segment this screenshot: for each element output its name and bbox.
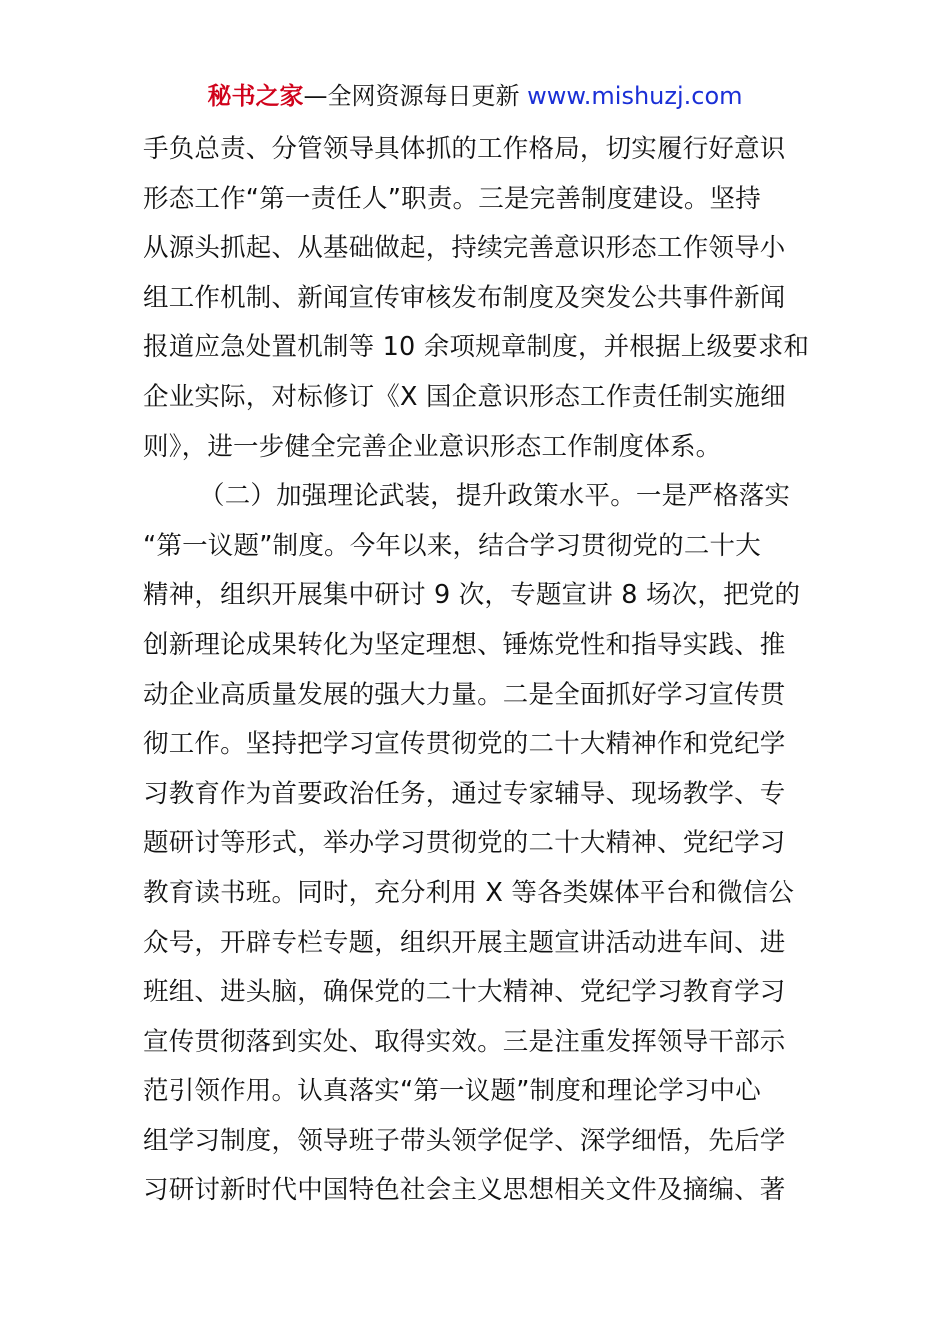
text-line: 范引领作用。认真落实“第一议题”制度和理论学习中心 xyxy=(143,1076,761,1107)
text-line: 报道应急处置机制等 10 余项规章制度，并根据上级要求和 xyxy=(143,332,810,363)
text-line: 习教育作为首要政治任务，通过专家辅导、现场教学、专 xyxy=(143,778,786,809)
text-line: 众号，开辟专栏专题，组织开展主题宣讲活动进车间、进 xyxy=(143,927,786,958)
text-line: 组学习制度，领导班子带头领学促学、深学细悟，先后学 xyxy=(143,1125,786,1156)
site-url-link[interactable]: www.mishuzj.com xyxy=(527,82,743,110)
site-tagline: —全网资源每日更新 xyxy=(303,82,528,110)
text-line: 习研讨新时代中国特色社会主义思想相关文件及摘编、著 xyxy=(143,1175,786,1206)
text-line: 企业实际，对标修订《X 国企意识形态工作责任制实施细 xyxy=(143,381,786,412)
text-line: 题研讨等形式，举办学习贯彻党的二十大精神、党纪学习 xyxy=(143,828,786,859)
document-body xyxy=(143,125,813,1216)
site-header xyxy=(0,78,950,114)
text-line: 组工作机制、新闻宣传审核发布制度及突发公共事件新闻 xyxy=(143,282,786,313)
text-line: 手负总责、分管领导具体抓的工作格局，切实履行好意识 xyxy=(143,134,786,164)
text-line: 动企业高质量发展的强大力量。二是全面抓好学习宣传贯 xyxy=(143,679,786,710)
text-line: 则》，进一步健全完善企业意识形态工作制度体系。 xyxy=(143,431,722,462)
text-line: 从源头抓起、从基础做起，持续完善意识形态工作领导小 xyxy=(143,233,786,264)
text-line: 班组、进头脑，确保党的二十大精神、党纪学习教育学习 xyxy=(143,977,786,1008)
site-brand: 秘书之家 xyxy=(207,82,304,110)
text-line: 形态工作“第一责任人”职责。三是完善制度建设。坚持 xyxy=(143,183,761,214)
section-heading-line: （二）加强理论武装，提升政策水平。一是严格落实 xyxy=(199,481,791,512)
text-line: 精神，组织开展集中研讨 9 次，专题宣讲 8 场次，把党的 xyxy=(143,580,801,611)
text-line: 彻工作。坚持把学习宣传贯彻党的二十大精神作和党纪学 xyxy=(143,729,786,760)
text-line: 创新理论成果转化为坚定理想、锤炼党性和指导实践、推 xyxy=(143,629,786,660)
text-line: 宣传贯彻落到实处、取得实效。三是注重发挥领导干部示 xyxy=(143,1026,786,1057)
text-line: 教育读书班。同时，充分利用 X 等各类媒体平台和微信公 xyxy=(143,877,795,908)
text-line: “第一议题”制度。今年以来，结合学习贯彻党的二十大 xyxy=(143,530,761,561)
